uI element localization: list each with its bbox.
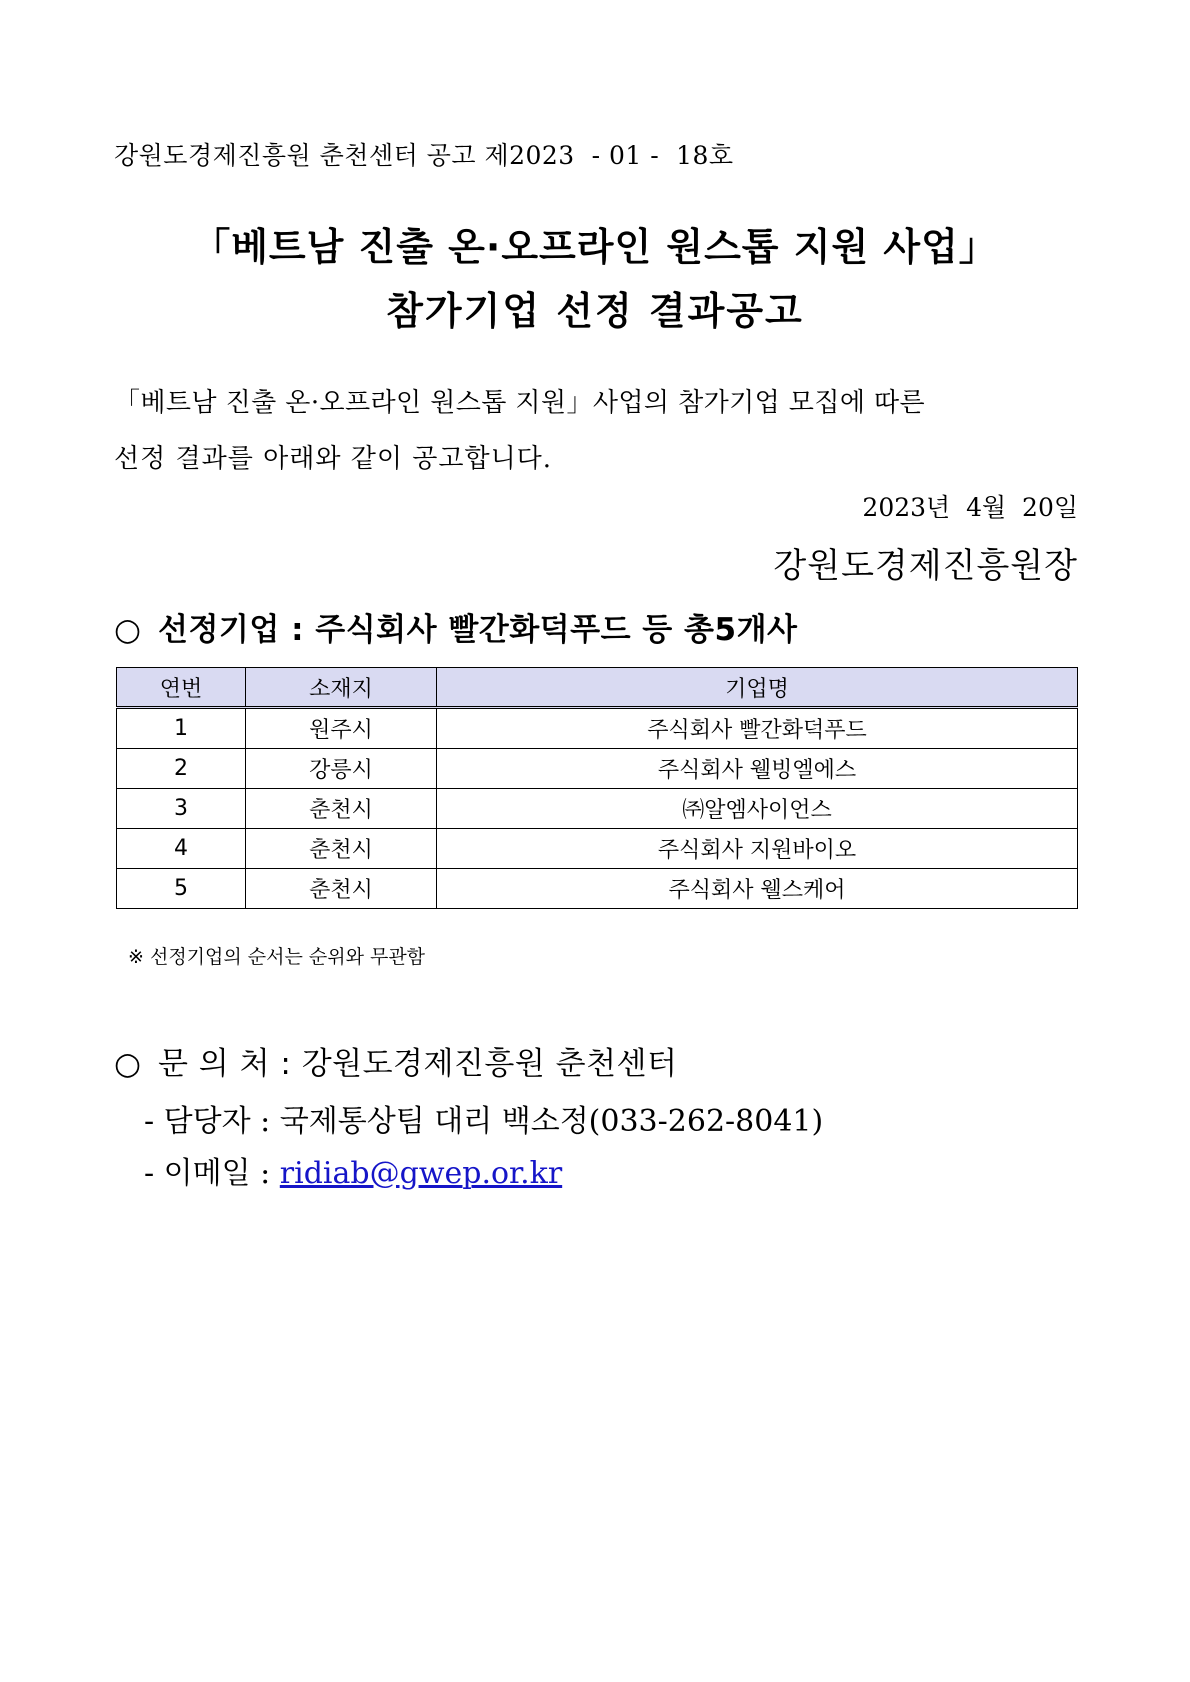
cell-number: 4 <box>117 829 246 869</box>
issuer-name: 강원도경제진흥원장 <box>773 546 1078 586</box>
table-row <box>117 749 1078 789</box>
intro-text-line1: 「베트남 진출 온·오프라인 원스톱 지원」사업의 참가기업 모집에 따른 <box>114 388 926 418</box>
header-company: 기업명 <box>437 668 1078 708</box>
cell-number: 2 <box>117 749 246 789</box>
notice-title-line1: 「베트남 진출 온·오프라인 원스톱 지원 사업」 <box>192 225 998 269</box>
notice-date: 2023년 4월 20일 <box>862 493 1078 522</box>
table-row <box>117 708 1078 749</box>
circle-bullet-icon: ○ <box>114 612 142 648</box>
cell-number: 5 <box>117 869 246 909</box>
selected-companies-table <box>116 667 1078 909</box>
manager-value: 국제통상팀 대리 백소정(033-262-8041) <box>279 1104 824 1139</box>
selection-footnote: ※ 선정기업의 순서는 순위와 무관함 <box>128 946 426 968</box>
contact-heading <box>114 1038 677 1083</box>
cell-number: 3 <box>117 789 246 829</box>
cell-number: 1 <box>117 708 246 749</box>
contact-manager <box>144 1096 823 1140</box>
cell-location: 춘천시 <box>246 789 437 829</box>
cell-company: 주식회사 빨간화덕푸드 <box>437 708 1078 749</box>
selection-heading-text: 선정기업 : 주식회사 빨간화덕푸드 등 총5개사 <box>158 612 798 648</box>
cell-location: 강릉시 <box>246 749 437 789</box>
header-number: 연번 <box>117 668 246 708</box>
header-location: 소재지 <box>246 668 437 708</box>
email-link[interactable]: ridiab@gwep.or.kr <box>279 1156 563 1191</box>
notice-number: 강원도경제진흥원 춘천센터 공고 제2023 - 01 - 18호 <box>114 141 734 170</box>
table-header-row <box>117 668 1078 708</box>
cell-location: 원주시 <box>246 708 437 749</box>
cell-company: ㈜알엠사이언스 <box>437 789 1078 829</box>
email-label: - 이메일 : <box>144 1156 280 1191</box>
table-row <box>117 829 1078 869</box>
notice-title-line2: 참가기업 선정 결과공고 <box>386 289 804 333</box>
cell-company: 주식회사 웰빙엘에스 <box>437 749 1078 789</box>
circle-bullet-icon: ○ <box>114 1046 142 1082</box>
cell-company: 주식회사 지원바이오 <box>437 829 1078 869</box>
table-row <box>117 789 1078 829</box>
selection-heading <box>114 604 797 649</box>
cell-location: 춘천시 <box>246 829 437 869</box>
cell-company: 주식회사 웰스케어 <box>437 869 1078 909</box>
cell-location: 춘천시 <box>246 869 437 909</box>
table-row <box>117 869 1078 909</box>
intro-text-line2: 선정 결과를 아래와 같이 공고합니다. <box>114 444 553 474</box>
contact-heading-text: 문 의 처 : 강원도경제진흥원 춘천센터 <box>158 1046 678 1082</box>
contact-email <box>144 1148 562 1192</box>
manager-label: - 담당자 : <box>144 1104 280 1139</box>
